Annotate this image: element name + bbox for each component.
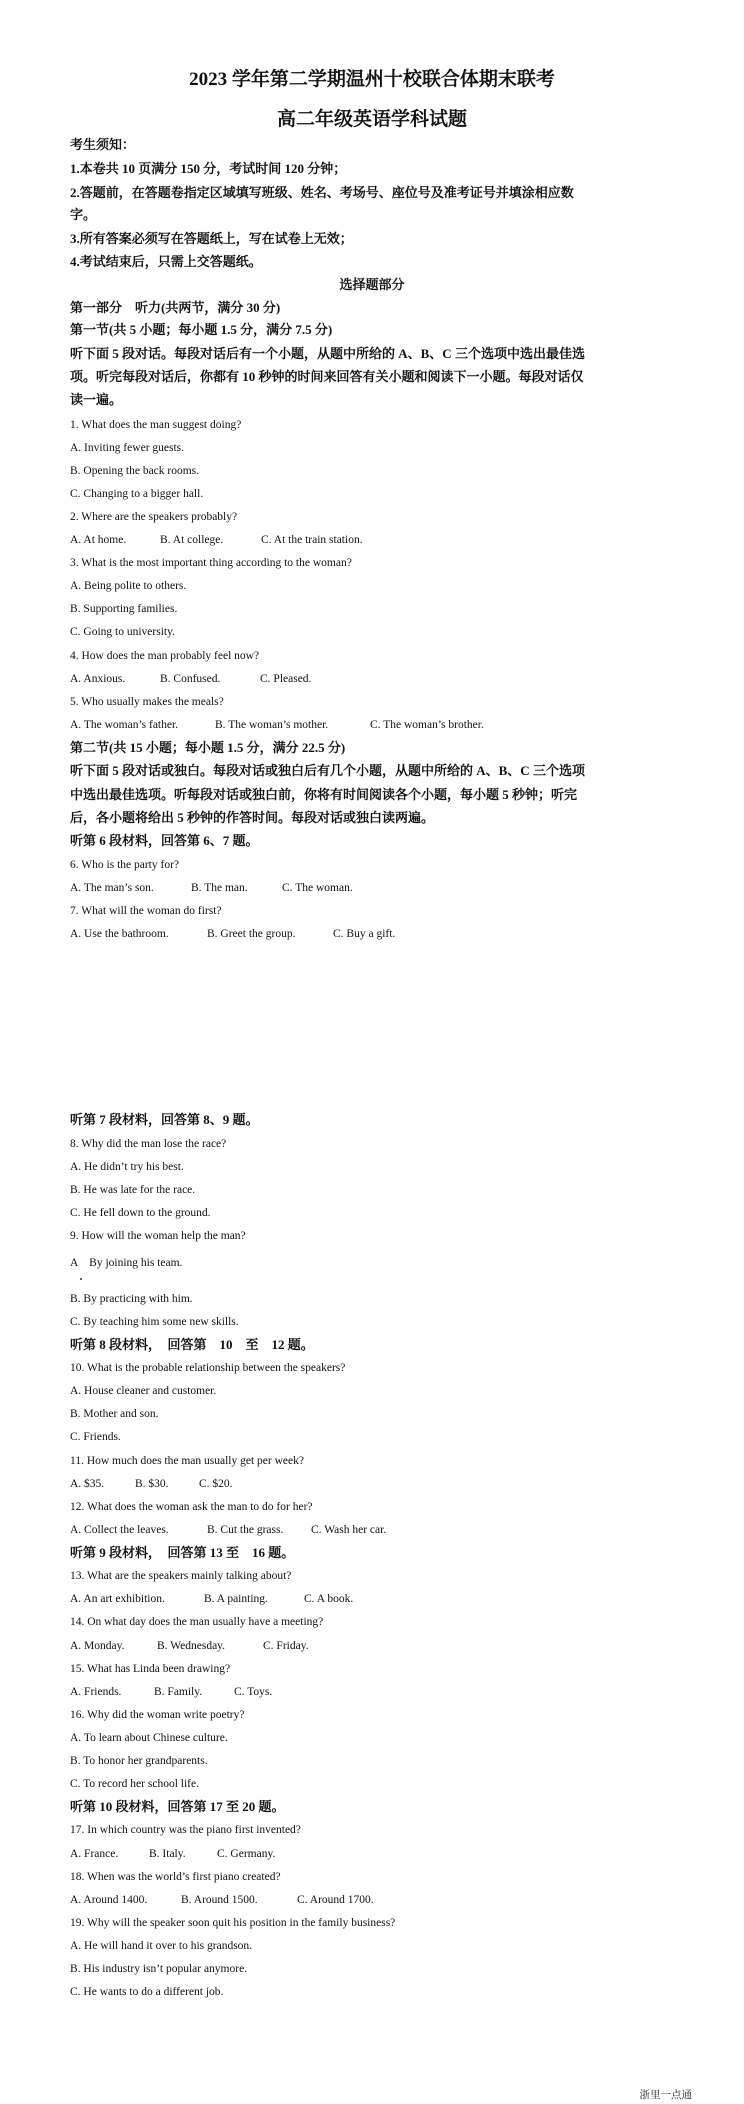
footer-watermark: 浙里一点通	[639, 2090, 692, 2101]
question-stem: 19. Why will the speaker soon quit his position in the family business?	[70, 1917, 396, 1929]
option: A. Monday.	[70, 1640, 125, 1652]
option: B. To honor her grandparents.	[70, 1755, 208, 1767]
option: B. Greet the group.	[207, 928, 296, 940]
option: B. Around 1500.	[181, 1894, 258, 1906]
options-row	[70, 1846, 275, 1862]
option: C. He fell down to the ground.	[70, 1207, 211, 1219]
section1-instructions: 读一遍。	[70, 392, 123, 407]
option: B. The woman’s mother.	[215, 719, 329, 731]
option: B. He was late for the race.	[70, 1184, 196, 1196]
option: A. An art exhibition.	[70, 1593, 165, 1605]
group-heading: 听第 6 段材料，回答第 6、7 题。	[70, 833, 259, 848]
option: C. Going to university.	[70, 626, 175, 638]
option: A. To learn about Chinese culture.	[70, 1732, 228, 1744]
options-row	[70, 1476, 233, 1492]
notice-item: 字。	[70, 207, 97, 222]
question-stem: 14. On what day does the man usually have a meeting?	[70, 1616, 324, 1628]
question-stem: 1. What does the man suggest doing?	[70, 419, 242, 431]
section2-instructions: 后，各小题将给出 5 秒钟的作答时间。每段对话或独白读两遍。	[70, 810, 435, 825]
question-stem: 6. Who is the party for?	[70, 859, 180, 871]
option: B. Confused.	[160, 673, 221, 685]
group-heading: 听第 9 段材料， 回答第 13 至 16 题。	[70, 1545, 295, 1560]
options-row	[70, 1892, 374, 1908]
question-stem: 11. How much does the man usually get per week?	[70, 1455, 304, 1467]
notice-item: 4.考试结束后，只需上交答题纸。	[70, 254, 262, 269]
option: A. House cleaner and customer.	[70, 1385, 217, 1397]
option: B. Supporting families.	[70, 603, 178, 615]
option: C. Toys.	[234, 1686, 273, 1698]
option: A. He didn’t try his best.	[70, 1161, 184, 1173]
notice-heading: 考生须知：	[70, 137, 136, 152]
question-stem: 2. Where are the speakers probably?	[70, 511, 238, 523]
question-stem: 9. How will the woman help the man?	[70, 1230, 246, 1242]
option: C. Changing to a bigger hall.	[70, 488, 204, 500]
option: C. A book.	[304, 1593, 354, 1605]
section1-instructions: 项。听完每段对话后，你都有 10 秒钟的时间来回答有关小题和阅读下一小题。每段对话仅	[70, 369, 584, 384]
question-stem: 4. How does the man probably feel now?	[70, 650, 260, 662]
option: C. Pleased.	[260, 673, 312, 685]
option: A. Around 1400.	[70, 1894, 148, 1906]
option: C. Around 1700.	[297, 1894, 374, 1906]
question-stem: 10. What is the probable relationship between the speakers?	[70, 1362, 346, 1374]
question-stem: 5. Who usually makes the meals?	[70, 696, 224, 708]
option: A. Friends.	[70, 1686, 122, 1698]
option: B. Cut the grass.	[207, 1524, 284, 1536]
options-row	[70, 880, 353, 896]
section2-heading: 第二节(共 15 小题；每小题 1.5 分，满分 22.5 分)	[70, 740, 346, 755]
question-stem: 18. When was the world’s first piano created?	[70, 1871, 281, 1883]
options-row	[70, 1684, 272, 1700]
option: A By joining his team.	[70, 1257, 183, 1269]
option: B. Italy.	[149, 1848, 186, 1860]
group-heading: 听第 7 段材料，回答第 8、9 题。	[70, 1112, 259, 1127]
options-row	[70, 926, 395, 942]
option: B. Mother and son.	[70, 1408, 159, 1420]
stray-mark	[80, 1278, 82, 1280]
part-heading: 第一部分 听力(共两节，满分 30 分)	[70, 300, 281, 315]
option: B. Opening the back rooms.	[70, 465, 200, 477]
option: B. The man.	[191, 882, 248, 894]
option: C. Friends.	[70, 1431, 121, 1443]
option: A. Anxious.	[70, 673, 126, 685]
option: C. $20.	[199, 1478, 233, 1490]
question-stem: 12. What does the woman ask the man to do for her?	[70, 1501, 313, 1513]
option: C. Buy a gift.	[333, 928, 396, 940]
option: C. Friday.	[263, 1640, 309, 1652]
question-stem: 8. Why did the man lose the race?	[70, 1138, 227, 1150]
notice-item: 3.所有答案必须写在答题纸上，写在试卷上无效；	[70, 231, 353, 246]
option: A. Collect the leaves.	[70, 1524, 169, 1536]
option: C. At the train station.	[261, 534, 363, 546]
section1-heading: 第一节(共 5 小题；每小题 1.5 分，满分 7.5 分)	[70, 322, 333, 337]
option: A. France.	[70, 1848, 119, 1860]
section2-instructions: 听下面 5 段对话或独白。每段对话或独白后有几个小题，从题中所给的 A、B、C 三个选项	[70, 763, 585, 778]
notice-item: 2.答题前，在答题卷指定区域填写班级、姓名、考场号、座位号及准考证号并填涂相应数	[70, 185, 574, 200]
option: B. $30.	[135, 1478, 169, 1490]
option: A. The man’s son.	[70, 882, 154, 894]
option: B. By practicing with him.	[70, 1293, 193, 1305]
notice-item: 1.本卷共 10 页满分 150 分，考试时间 120 分钟；	[70, 161, 347, 176]
options-row	[70, 717, 484, 733]
question-stem: 15. What has Linda been drawing?	[70, 1663, 231, 1675]
section2-instructions: 中选出最佳选项。听每段对话或独白前，你将有时间阅读各个小题，每小题 5 秒钟；听完	[70, 787, 578, 802]
options-row	[70, 1638, 309, 1654]
exam-title: 2023 学年第二学期温州十校联合体期末联考	[189, 69, 555, 90]
question-stem: 13. What are the speakers mainly talking about?	[70, 1570, 292, 1582]
question-stem: 3. What is the most important thing according to the woman?	[70, 557, 352, 569]
section1-instructions: 听下面 5 段对话。每段对话后有一个小题，从题中所给的 A、B、C 三个选项中选出最佳选	[70, 346, 585, 361]
question-stem: 17. In which country was the piano first invented?	[70, 1824, 301, 1836]
option: A. $35.	[70, 1478, 105, 1490]
option: C. Wash her car.	[311, 1524, 387, 1536]
option: A. The woman’s father.	[70, 719, 179, 731]
option: B. Family.	[154, 1686, 203, 1698]
option: B. His industry isn’t popular anymore.	[70, 1963, 248, 1975]
options-row	[70, 532, 363, 548]
option: A. He will hand it over to his grandson.	[70, 1940, 253, 1952]
options-row	[70, 1591, 353, 1607]
options-row	[70, 671, 311, 687]
section-title: 选择题部分	[339, 277, 405, 292]
option: B. At college.	[160, 534, 224, 546]
option: B. A painting.	[204, 1593, 268, 1605]
option: A. Inviting fewer guests.	[70, 442, 185, 454]
option: A. Use the bathroom.	[70, 928, 169, 940]
question-stem: 7. What will the woman do first?	[70, 905, 222, 917]
option: C. Germany.	[217, 1848, 276, 1860]
option: C. He wants to do a different job.	[70, 1986, 224, 1998]
option: C. To record her school life.	[70, 1778, 199, 1790]
option: C. By teaching him some new skills.	[70, 1316, 239, 1328]
option: A. At home.	[70, 534, 127, 546]
option: C. The woman’s brother.	[370, 719, 484, 731]
exam-subtitle: 高二年级英语学科试题	[276, 109, 467, 130]
option: B. Wednesday.	[157, 1640, 226, 1652]
option: C. The woman.	[282, 882, 353, 894]
option: A. Being polite to others.	[70, 580, 187, 592]
options-row	[70, 1522, 386, 1538]
question-stem: 16. Why did the woman write poetry?	[70, 1709, 245, 1721]
group-heading: 听第 10 段材料，回答第 17 至 20 题。	[70, 1799, 285, 1814]
group-heading: 听第 8 段材料， 回答第 10 至 12 题。	[70, 1337, 314, 1352]
